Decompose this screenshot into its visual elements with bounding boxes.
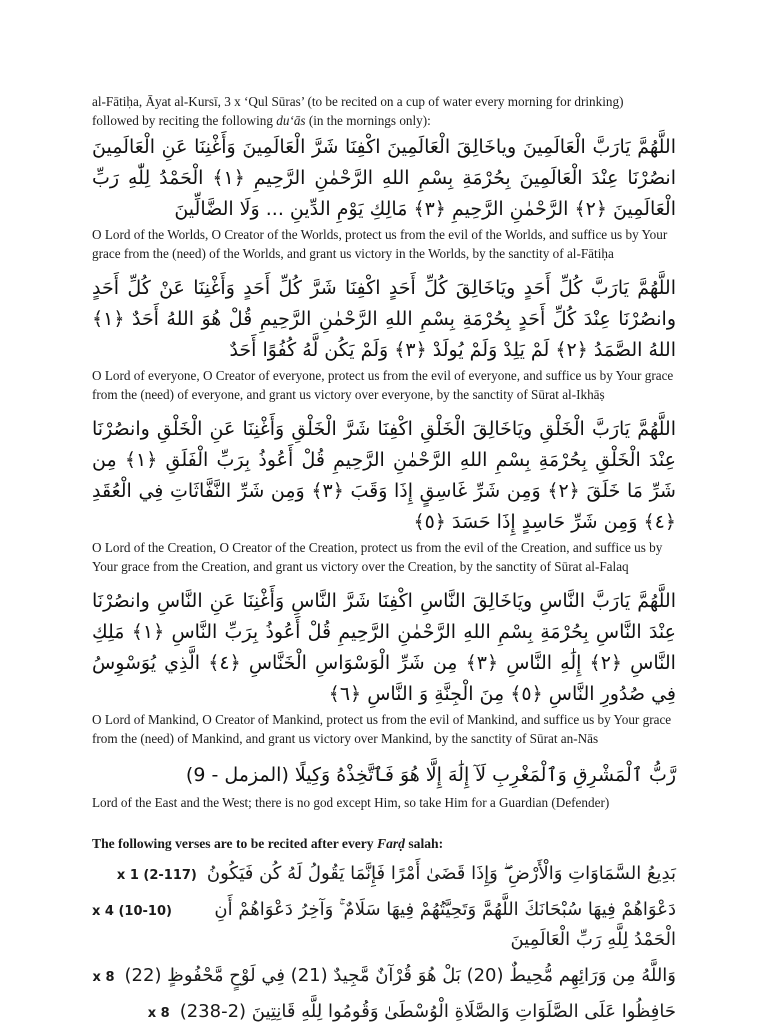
verse-arabic: وَاللَّهُ مِن وَرَائِهِم مُّحِيطٌ (20) بَلْ هُوَ قُرْآنٌ مَّجِيدٌ (21) فِي لَوْحٍ مَّحْفُوظٍ (22) — [124, 965, 676, 986]
dua-english-falaq: O Lord of the Creation, O Creator of the Creation, protect us from the evil of the Creation, and suffice us by Your grace from the Creation, and grant us victory over the Creation, by the sanctity of Sūrat al-Falaq — [92, 540, 663, 574]
after-salah-heading-pre: The following verses are to be recited after every — [92, 836, 378, 851]
verse-english-muzzammil: Lord of the East and the West; there is no god except Him, so take Him for a Guardian (Defender) — [92, 795, 610, 810]
dua-english-ikhlas: O Lord of everyone, O Creator of everyone, protect us from the evil of everyone, and suffice us by Your grace from the (need) of everyone, and grant us victory over everyone, by the sanctity of Sūrat al-Ikhāṣ — [92, 368, 674, 402]
dua-arabic-falaq: اللَّهُمَّ يَارَبَّ الْخَلْقِ ويَاخَالِقَ الْخَلْقِ اكْفِنَا شَرَّ الْخَلْقِ وَأَغْنِنَا عَنِ الْخَلْقِ وانصُرْنَا عِنْدَ الْخَلْقِ بِحُرْمَةِ بِسْمِ اللهِ الرَّحْمٰنِ الرَّحِيمِ قُلْ أَعُوذُ بِرَبِّ الْفَلَقِ ﴿١﴾ مِن شَرِّ مَا خَلَقَ ﴿٢﴾ وَمِن شَرِّ غَاسِقٍ إِذَا وَقَبَ ﴿٣﴾ وَمِن شَرِّ النَّفَّاثَاتِ فِي الْعُقَدِ ﴿٤﴾ وَمِن شَرِّ حَاسِدٍ إِذَا حَسَدَ ﴿٥﴾ — [92, 418, 676, 533]
intro-line-1: al-Fātiḥa, Āyat al-Kursī, 3 x ‘Qul Sūras’ (to be recited on a cup of water every morning for drinking) — [92, 94, 624, 109]
verse-repeat-reference: x 8 — [92, 970, 115, 985]
after-salah-heading-post: salah: — [404, 836, 444, 851]
verse-row — [92, 961, 676, 991]
intro-line-2-pre: followed by reciting the following — [92, 113, 277, 128]
verse-row — [92, 997, 676, 1027]
dua-arabic-ikhlas: اللَّهُمَّ يَارَبَّ كُلِّ أَحَدٍ ويَاخَالِقَ كُلِّ أَحَدٍ اكْفِنَا شَرَّ كُلِّ أَحَدٍ وَأَغْنِنَا عَنْ كُلِّ أَحَدٍ وانصُرْنَا عِنْدَ كُلِّ أَحَدٍ بِحُرْمَةِ بِسْمِ اللهِ الرَّحْمٰنِ الرَّحِيمِ قُلْ هُوَ اللهُ أَحَدٌ ﴿١﴾ اللهُ الصَّمَدُ ﴿٢﴾ لَمْ يَلِدْ وَلَمْ يُولَدْ ﴿٣﴾ وَلَمْ يَكُن لَّهُ كُفُوًا أَحَدٌ — [92, 277, 676, 361]
dua-arabic-nas: اللَّهُمَّ يَارَبَّ النَّاسِ ويَاخَالِقَ النَّاسِ اكْفِنَا شَرَّ النَّاسِ وَأَغْنِنَا عَنِ النَّاسِ وانصُرْنَا عِنْدَ النَّاسِ بِحُرْمَةِ بِسْمِ اللهِ الرَّحْمٰنِ الرَّحِيمِ قُلْ أَعُوذُ بِرَبِّ النَّاسِ ﴿١﴾ مَلِكِ النَّاسِ ﴿٢﴾ إِلَٰهِ النَّاسِ ﴿٣﴾ مِن شَرِّ الْوَسْوَاسِ الْخَنَّاسِ ﴿٤﴾ الَّذِي يُوَسْوِسُ فِي صُدُورِ النَّاسِ ﴿٥﴾ مِنَ الْجِنَّةِ وَ النَّاسِ ﴿٦﴾ — [92, 590, 676, 705]
verse-arabic-muzzammil: رَّبُّ ٱلْمَشْرِقِ وَٱلْمَغْرِبِ لَآ إِلَٰهَ إِلَّا هُوَ فَٱتَّخِذْهُ وَكِيلًا (المزمل - 9) — [185, 764, 676, 786]
verse-repeat-reference: x 4 (10-10) — [92, 904, 172, 919]
after-salah-heading — [92, 834, 676, 853]
verse-repeat-reference: x 1 (2-117) — [116, 868, 197, 883]
verse-arabic: بَدِيعُ السَّمَاوَاتِ وَالْأَرْضِ ۖ وَإِذَا قَضَىٰ أَمْرًا فَإِنَّمَا يَقُولُ لَهُ كُن فَيَكُونُ — [206, 863, 676, 884]
fard-term: Farḍ — [377, 836, 405, 851]
verse-arabic: دَعْوَاهُمْ فِيهَا سُبْحَانَكَ اللَّهُمَّ وَتَحِيَّتُهُمْ فِيهَا سَلَامٌ ۚ وَآخِرُ دَعْوَاهُمْ أَنِ الْحَمْدُ لِلَّهِ رَبِّ الْعَالَمِينَ — [214, 899, 676, 950]
verse-arabic: حَافِظُوا عَلَى الصَّلَوَاتِ وَالصَّلَاةِ الْوُسْطَىٰ وَقُومُوا لِلَّهِ قَانِتِينَ (2-238) — [179, 1001, 676, 1022]
verse-row — [92, 859, 676, 889]
intro-paragraph — [92, 92, 676, 130]
dua-english-nas: O Lord of Mankind, O Creator of Mankind, protect us from the evil of Mankind, and suffice us by Your grace from the (need) of Mankind, and grant us victory over Mankind, by the sanctity of Sūrat an-Nās — [92, 712, 672, 746]
dua-arabic-fatiha: اللَّهُمَّ يَارَبَّ الْعَالَمِينَ وياخَالِقَ الْعَالَمِينَ اكْفِنَا شَرَّ الْعَالَمِينَ وَأَغْنِنَا عَنِ الْعَالَمِينَ انصُرْنَا عِنْدَ الْعَالَمِينَ بِحُرْمَةِ بِسْمِ اللهِ الرَّحْمٰنِ الرَّحِيمِ ﴿١﴾ الْحَمْدُ لِلّٰهِ رَبِّ الْعَالَمِينَ ﴿٢﴾ الرَّحْمٰنِ الرَّحِيمِ ﴿٣﴾ مَالِكِ يَوْمِ الدِّينِ ... وَلَا الضَّالِّينَ — [92, 136, 676, 220]
verse-row — [92, 895, 676, 955]
verse-repeat-reference: x 8 — [147, 1006, 170, 1021]
intro-line-2-post: (in the mornings only): — [305, 113, 431, 128]
dua-english-fatiha: O Lord of the Worlds, O Creator of the Worlds, protect us from the evil of the Worlds, and suffice us by Your grace from the (need) of the Worlds, and grant us victory in the Worlds, by the sanctity of al-Fātiḥa — [92, 227, 668, 261]
intro-duas-term: du‘ās — [276, 113, 306, 128]
